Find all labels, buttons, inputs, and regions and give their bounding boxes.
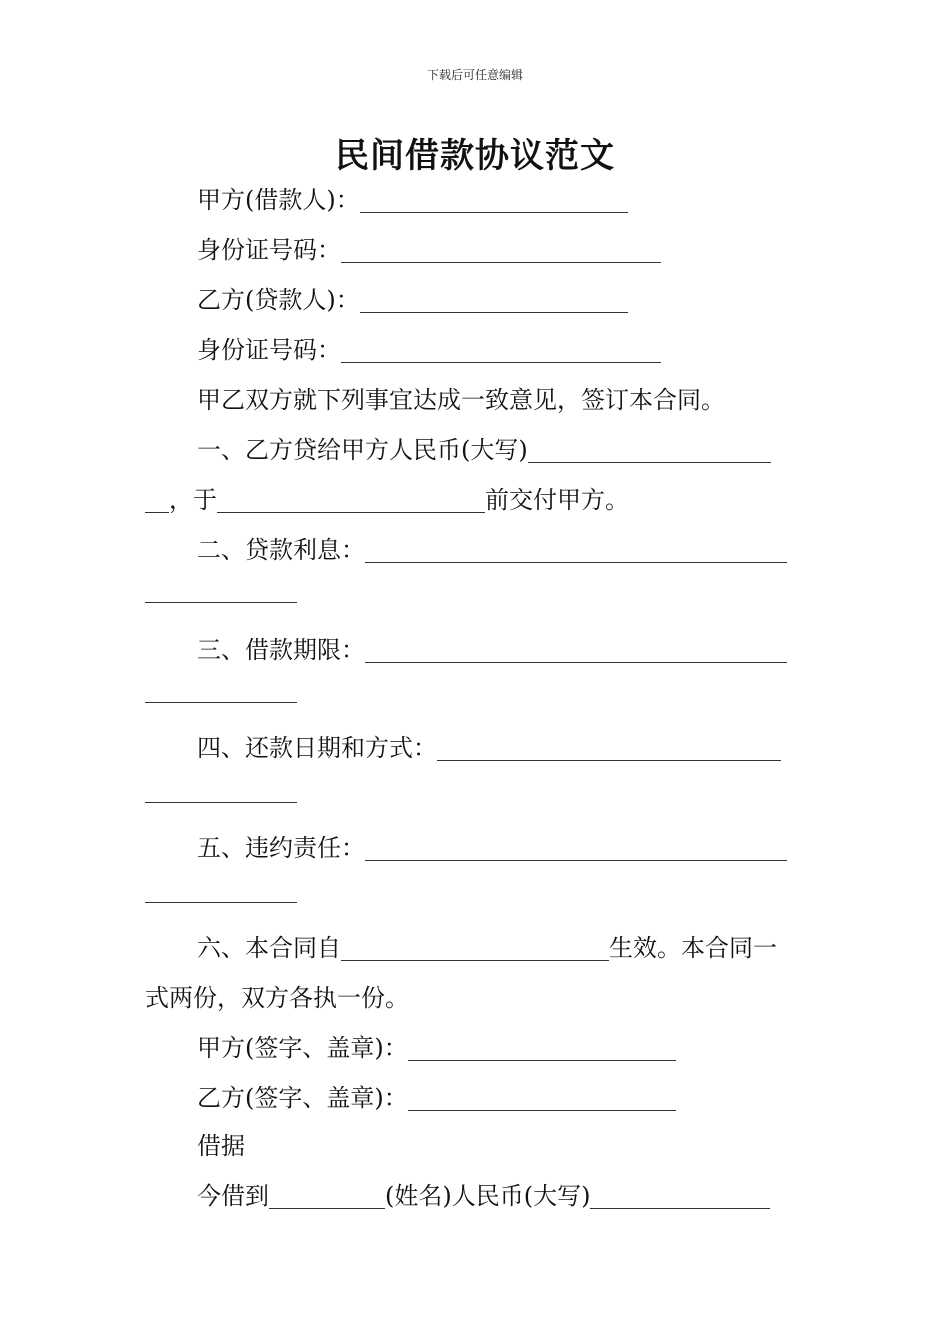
clause-5-blank-cont[interactable] [145,900,297,903]
sign-a-blank[interactable] [408,1032,676,1061]
clause-6-date-blank[interactable] [341,932,609,961]
clause-5-label: 五、违约责任： [197,834,365,862]
party-a-label: 甲方(借款人)： [197,186,360,214]
clause-1-continuation [145,483,629,517]
party-a-name-blank[interactable] [360,184,628,213]
clause-4-blank-cont[interactable] [145,800,297,803]
receipt-text-2: (姓名)人民币(大写) [385,1182,591,1210]
clause-2-line [197,533,787,567]
clause-4-continuation [145,773,297,807]
party-a-id-label: 身份证号码： [197,236,341,264]
clause-1-end-text: 前交付甲方。 [485,486,629,514]
party-b-name-blank[interactable] [360,284,628,313]
clause-1-amount-blank-cont[interactable] [145,484,169,513]
clause-6-continuation: 式两份，双方各执一份。 [145,984,409,1012]
clause-2-blank-cont[interactable] [145,600,297,603]
document-title: 民间借款协议范文 [335,136,615,176]
page-header-note: 下载后可任意编辑 [426,68,523,82]
clause-1-line [197,433,771,467]
clause-1-amount-blank[interactable] [528,434,771,463]
receipt-heading: 借据 [197,1132,245,1160]
party-b-label: 乙方(贷款人)： [197,286,360,314]
clause-6-text: 六、本合同自 [197,934,341,962]
clause-5-blank[interactable] [365,832,787,861]
party-b-id-label: 身份证号码： [197,336,341,364]
party-a-line [197,183,628,217]
clause-4-label: 四、还款日期和方式： [197,734,437,762]
clause-6-end-text: 生效。本合同一 [609,934,777,962]
party-a-id-line [197,233,661,267]
sign-a-line [197,1031,676,1065]
clause-6-line [197,931,777,965]
clause-1-text: 一、乙方贷给甲方人民币(大写) [197,436,528,464]
clause-3-label: 三、借款期限： [197,636,365,664]
receipt-line [197,1179,770,1213]
clause-2-continuation [145,573,297,607]
receipt-amount-blank[interactable] [590,1180,770,1209]
party-a-id-blank[interactable] [341,234,661,263]
clause-4-blank[interactable] [437,732,781,761]
party-b-id-blank[interactable] [341,334,661,363]
receipt-name-blank[interactable] [269,1180,385,1209]
party-b-line [197,283,628,317]
clause-2-blank[interactable] [365,534,787,563]
receipt-text-1: 今借到 [197,1182,269,1210]
sign-b-line [197,1081,676,1115]
clause-1-comma-text: ，于 [169,486,217,514]
clause-5-line [197,831,787,865]
party-b-id-line [197,333,661,367]
clause-4-line [197,731,781,765]
clause-3-line [197,633,787,667]
clause-2-label: 二、贷款利息： [197,536,365,564]
agreement-intro: 甲乙双方就下列事宜达成一致意见，签订本合同。 [197,386,725,414]
sign-b-label: 乙方(签字、盖章)： [197,1084,408,1112]
clause-5-continuation [145,873,297,907]
sign-a-label: 甲方(签字、盖章)： [197,1034,408,1062]
clause-1-date-blank[interactable] [217,484,485,513]
clause-3-blank-cont[interactable] [145,700,297,703]
clause-3-continuation [145,673,297,707]
clause-3-blank[interactable] [365,634,787,663]
sign-b-blank[interactable] [408,1082,676,1111]
